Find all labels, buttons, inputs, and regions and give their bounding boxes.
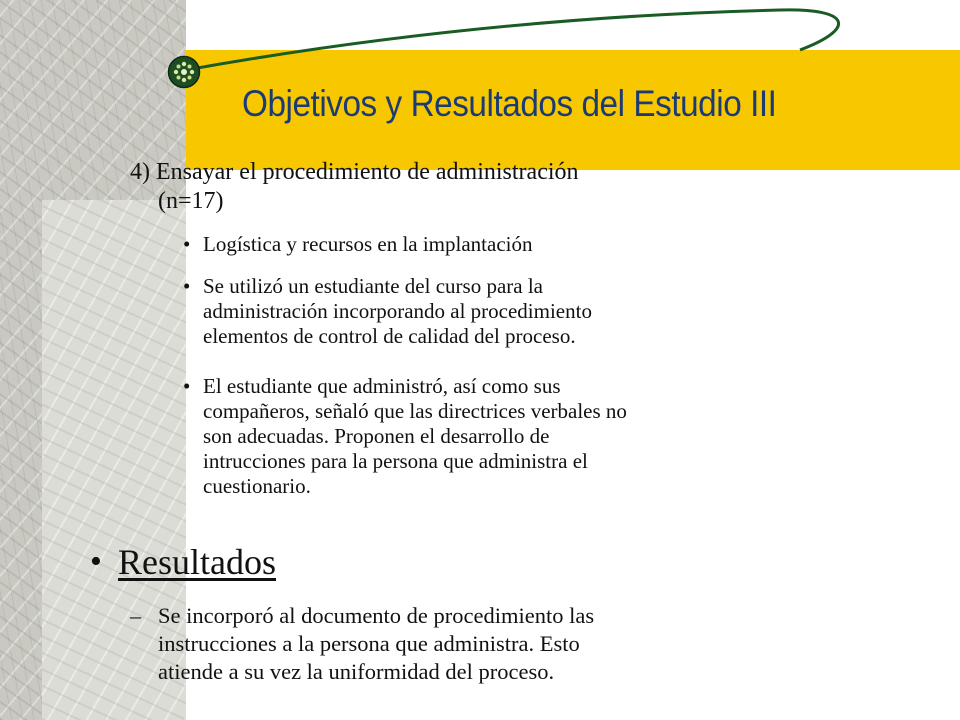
- results-heading: Resultados: [118, 542, 276, 582]
- results-dash: –: [130, 603, 141, 628]
- bullet-symbol: •: [183, 374, 191, 398]
- sub-bullet-2: [183, 274, 883, 349]
- sub-bullet-2-line-3: elementos de control de calidad del proceso.: [203, 324, 576, 348]
- sub-bullet-3: [183, 374, 883, 499]
- sub-bullet-3-line-4: intrucciones para la persona que administra el: [203, 449, 588, 473]
- bullet-symbol: •: [183, 274, 191, 298]
- green-dotted-circle-icon: [167, 55, 201, 89]
- sub-bullet-2-line-1: Se utilizó un estudiante del curso para la: [203, 274, 543, 298]
- sub-bullet-3-line-2: compañeros, señaló que las directrices verbales no: [203, 399, 627, 423]
- results-line-1: Se incorporó al documento de procedimiento las: [158, 603, 595, 628]
- sub-bullet-2-line-2: administración incorporando al procedimiento: [203, 299, 592, 323]
- objective-item-4-line-1: 4) Ensayar el procedimiento de administración: [130, 159, 579, 185]
- sub-bullet-3-line-5: cuestionario.: [203, 474, 311, 498]
- results-line-2: instrucciones a la persona que administra. Esto: [158, 631, 580, 656]
- objective-item-4-line-2: (n=17): [158, 188, 224, 214]
- objective-item-4: [130, 158, 830, 216]
- sub-bullet-1-line-1: Logística y recursos en la implantación: [203, 232, 533, 256]
- results-bullet: •: [90, 543, 102, 580]
- bullet-symbol: •: [183, 232, 191, 256]
- slide-title: Objetivos y Resultados del Estudio III: [242, 83, 777, 124]
- results-line-3: atiende a su vez la uniformidad del proceso.: [158, 659, 555, 684]
- results-text: [158, 602, 878, 686]
- sub-bullet-3-line-3: son adecuadas. Proponen el desarrollo de: [203, 424, 550, 448]
- sub-bullet-3-line-1: El estudiante que administró, así como sus: [203, 374, 561, 398]
- sub-bullet-1: [183, 232, 883, 257]
